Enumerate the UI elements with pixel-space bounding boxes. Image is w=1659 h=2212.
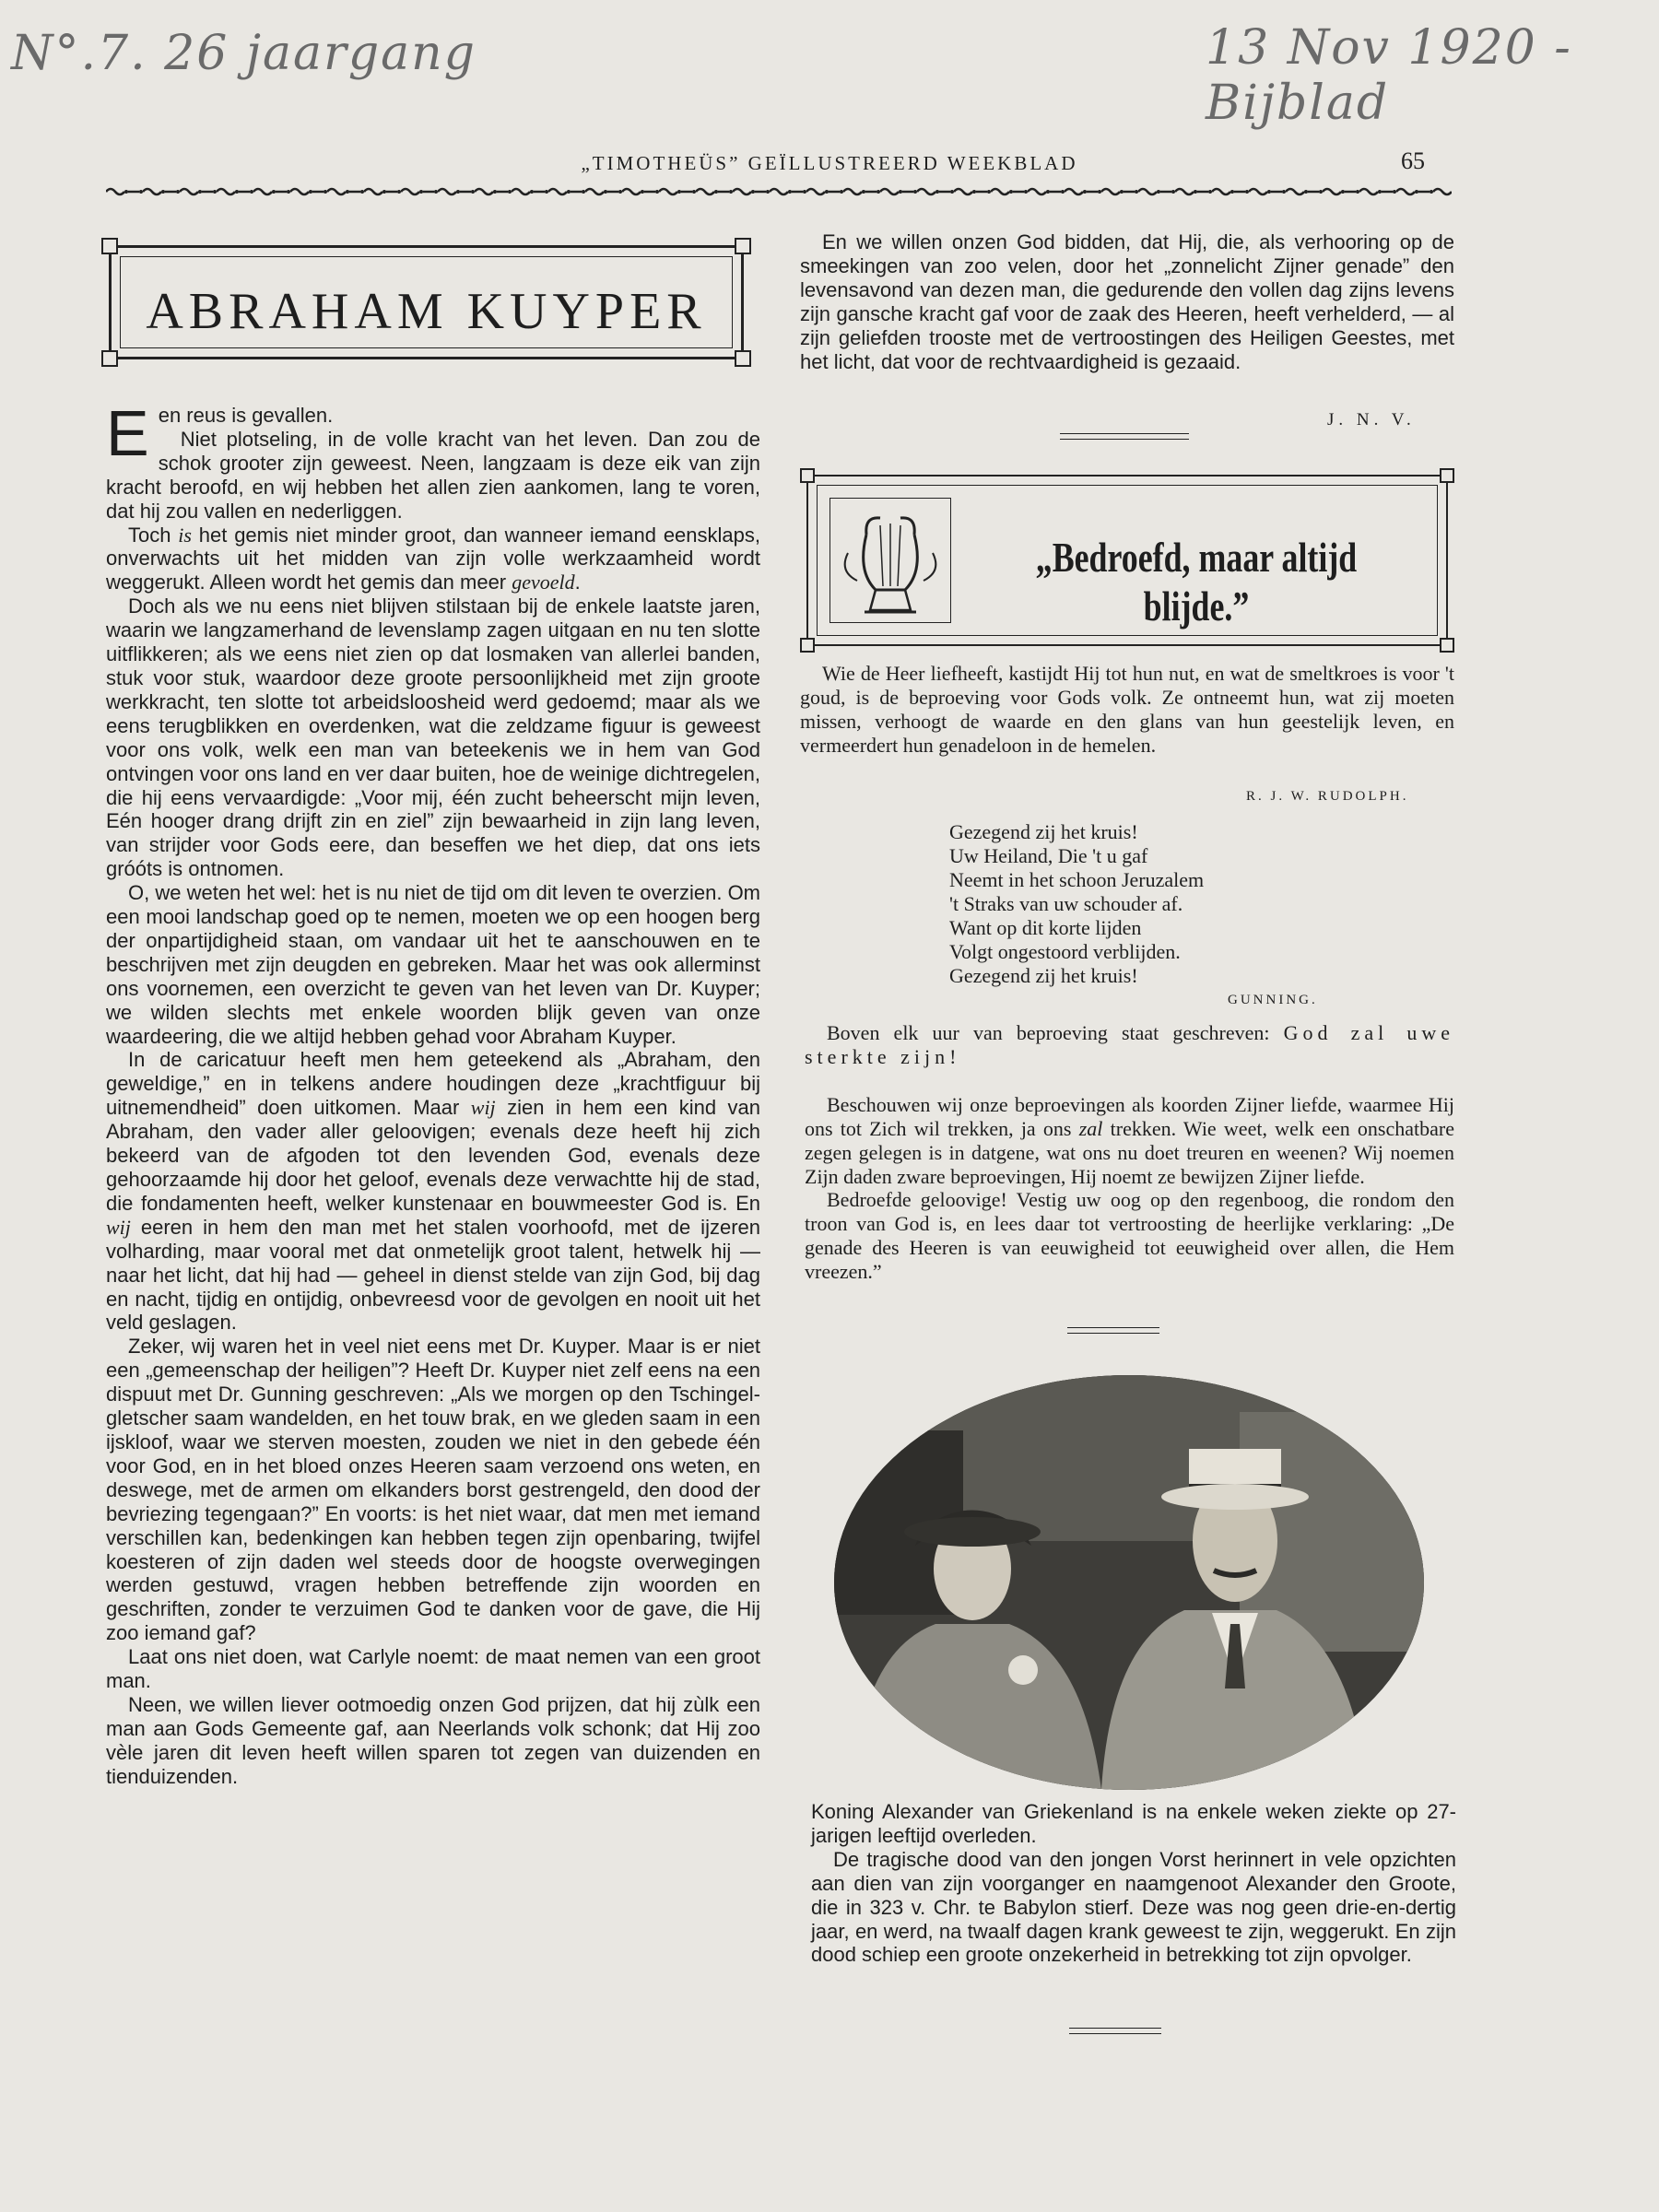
devotional-paragraph-1: Boven elk uur van beproeving staat geschreven: God zal uwe sterkte zijn! [805, 1021, 1454, 1068]
poem-line: Gezegend zij het kruis! [949, 964, 1138, 987]
divider-rule [1069, 2028, 1161, 2029]
lyre-ornament-icon [830, 498, 951, 623]
devotional-title-frame [800, 468, 1454, 653]
handwritten-date-note: 13 Nov 1920 - Bijblad [1206, 20, 1572, 131]
paragraph-1: Een reus is gevallen. [106, 397, 334, 469]
paragraph-3: Toch is het gemis niet minder groot, dan wanneer iemand eensklaps, onverwachts uit het midden van zijn volle werkzaamheid wordt weggerukt. Alleen wordt het gemis dan meer gevoeld. [106, 523, 760, 594]
paragraph-10: En we willen onzen God bidden, dat Hij, die, als verhooring op de smeekingen van zoo velen, door het „zonnelicht Zijner genade” den levensavond van dezen man, die gedurende den vollen dag zijns levens zijn gansche kracht gaf voor de zaak des Heeren, heeft verhelderd, — al zijn geliefden trooste met de vertroostingen des Heiligen Geestes, met het licht, dat voor de rechtvaardigheid is gezaaid. [800, 230, 1454, 373]
devotional-intro: Wie de Heer liefheeft, kastijdt Hij tot hun nut, en wat de smeltkroes is voor 't goud, is de beproeving voor Gods volk. Ze ontneemt hun, wat zij moeten missen, verhoogt de waarde en den glans van hun geestelijk leven, en vermeerdert hun genadeloon in de hemelen. [800, 662, 1454, 757]
poem-line: Volgt ongestoord verblijden. [949, 940, 1181, 963]
ornamental-header-rule [106, 186, 1452, 197]
devotional-paragraph-3: Bedroefde geloovige! Vestig uw oog op den regenboog, die rondom den troon van God is, en lees daar tot vertroosting de heerlijke verklaring: „De genade des Heeren is van eeuwigheid tot eeuwigheid over allen, die Hem vreezen.” [805, 1188, 1454, 1284]
devotional-title: „Bedroefd, maar altijd blijde.” [1035, 534, 1358, 629]
drop-cap: E [106, 397, 149, 469]
poem-signature: GUNNING. [1228, 993, 1318, 1007]
poem-line: Want op dit korte lijden [949, 916, 1142, 939]
paragraph-7: Zeker, wij waren het in veel niet eens met Dr. Kuyper. Maar is er niet een „gemeenschap der heiligen”? Heeft Dr. Kuyper niet zelf eens na een dispuut met Dr. Gunning geschreven: „Als we morgen op den Tschingel-gletscher saam wandelden, en het touw brak, en we gleden saam in een ijskloof, waar we sterven moesten, zouden we niet in den gebede één voor God, en in het bloed onzes Heeren saam verzoend ons weten, en deswege, met de armen om elkanders borst gestrengeld, den dood der bevriezing tegengaan?” En voorts: is het niet waar, dat men met iemand verschillen kan, bedenkingen kan hebben tegen zijn openbaring, twijfel koesteren of zijn daden wel steeds door de hoogste overwegingen werden gestuwd, vragen hebben betreffende zijn woorden en geschriften, zonder te verzuimen God te danken voor de gave, die Hij zoo iemand gaf? [106, 1335, 760, 1645]
running-head: „TIMOTHEÜS” GEÏLLUSTREERD WEEKBLAD [581, 152, 1078, 174]
article-signature: J. N. V. [1327, 410, 1416, 429]
paragraph-9: Neen, we willen liever ootmoedig onzen God prijzen, dat hij zùlk een man aan Gods Gemeente gaf, aan Neerlands volk schonk; dat Hij zoo vèle jaren dit leven heeft willen sparen tot zegen van duizenden en tienduizenden. [106, 1692, 760, 1788]
poem [949, 820, 1204, 988]
paragraph-8: Laat ons niet doen, wat Carlyle noemt: de maat nemen van een groot man. [106, 1645, 760, 1693]
handwritten-issue-note: N°.7. 26 jaargang [11, 26, 477, 81]
devotional-body [805, 1021, 1454, 1284]
article-title: ABRAHAM KUYPER [146, 283, 707, 340]
paragraph-4: Doch als we nu eens niet blijven stilstaan bij de enkele laatste jaren, waarin we langzamerhand de levenslamp zagen uitgaan en nu ten slotte uitflikkeren; als we eens niet zien op dat losmaken van allerlei banden, stuk voor stuk, waardoor deze groote persoonlijkheid met zijn groote werkkracht, ten slotte tot arbeidsloosheid werd gedoemd; maar als we eens terugblikken en overdenken, wat die zeldzame figuur is geweest voor ons volk, welk een man van beteekenis we in hem van God ontvingen voor ons land en ver daar buiten, hoe de weinige dichtregelen, die hij eens vervaardigde: „Voor mij, één zucht beheerscht mijn leven, Eén hooger drang drijft zin en ziel” zijn bewaarheid in zijn lang leven, van strijder voor Gods eere, dan beseffen we het diep, dat ons iets gróóts is ontnomen. [106, 594, 760, 881]
divider-rule [1069, 2033, 1161, 2034]
caption-paragraph-2: De tragische dood van den jongen Vorst herinnert in vele opzichten aan dien van zijn voorganger en naamgenoot Alexander den Groote, die in 323 v. Chr. te Babylon stierf. Deze was nog geen drie-en-dertig jaar, en werd, na twaalf dagen krank geweest te zijn, weggerukt. En zijn dood schiep een groote onzekerheid in betrekking tot zijn opvolger. [811, 1847, 1456, 1967]
poem-line: Neemt in het schoon Jeruzalem [949, 868, 1205, 891]
royal-couple-photo [834, 1375, 1424, 1790]
article-body-left [106, 397, 761, 1789]
caption-paragraph-1: Koning Alexander van Griekenland is na enkele weken ziekte op 27-jarigen leeftijd overleden. [811, 1800, 1456, 1847]
divider-rule [1060, 439, 1189, 440]
article-title-frame [101, 238, 751, 367]
photo-caption [811, 1800, 1456, 1967]
poem-line: 't Straks van uw schouder af. [949, 892, 1183, 915]
divider-rule [1067, 1327, 1159, 1328]
divider-rule [1067, 1333, 1159, 1334]
intro-signature: R. J. W. RUDOLPH. [1246, 789, 1409, 804]
article-body-right-continuation [800, 230, 1454, 373]
poem-line: Gezegend zij het kruis! [949, 820, 1138, 843]
divider-rule [1060, 433, 1189, 434]
paragraph-5: O, we weten het wel: het is nu niet de tijd om dit leven te overzien. Om een mooi landschap goed op te nemen, moeten we op een hoogen berg der onpartijdigheid staan, om vandaar uit het te aanschouwen en te beschrijven met zijn deugden en gebreken. Maar het was ook allerminst ons voornemen, een overzicht te geven van het leven van Dr. Kuyper; we wilden slechts met enkele woorden blijk geven van onze waardeering, die we altijd hebben gehad voor Abraham Kuyper. [106, 881, 761, 1048]
paragraph-6: In de caricatuur heeft men hem geteekend als „Abraham, den geweldige,” en in telkens andere houdingen deze „krachtfiguur bij uitnemendheid” doen uitkomen. Maar wij zien in hem een kind van Abraham, den vader aller geloovigen; evenals deze heeft hij zich bekeerd van de afgoden tot den levenden God, evenals deze gehoorzaamde hij door het geloof, evenals deze verwachtte hij de stad, die fondamenten heeft, welker kunstenaar en bouwmeester God is. En wij eeren in hem den man met het stalen voorhoofd, met de ijzeren volharding, maar vooral met dat onmetelijk groot talent, hetwelk hij — naar het licht, dat hij had — geheel in dienst stelde van zijn God, bij dag en nacht, tijdig en ontijdig, onbevreesd voor de gevolgen en nooit uit het veld geslagen. [106, 1048, 760, 1335]
paragraph-2: Niet plotseling, in de volle kracht van het leven. Dan zou de schok grooter zijn geweest. Neen, langzaam is deze eik van zijn kracht beroofd, en wij hebben het allen zien aankomen, lang te voren, dat hij zou vallen en nederliggen. [106, 427, 760, 523]
poem-line: Uw Heiland, Die 't u gaf [949, 844, 1148, 867]
devotional-paragraph-2: Beschouwen wij onze beproevingen als koorden Zijner liefde, waarmee Hij ons tot Zich wil trekken, ja ons zal trekken. Wie weet, welk een onschatbare zegen gelegen is in datgene, wat ons nu doet treuren en weenen? Wij noemen Zijn daden zware beproevingen, Hij noemt ze bewijzen Zijner liefde. [805, 1092, 1454, 1188]
page-number: 65 [1401, 147, 1425, 174]
